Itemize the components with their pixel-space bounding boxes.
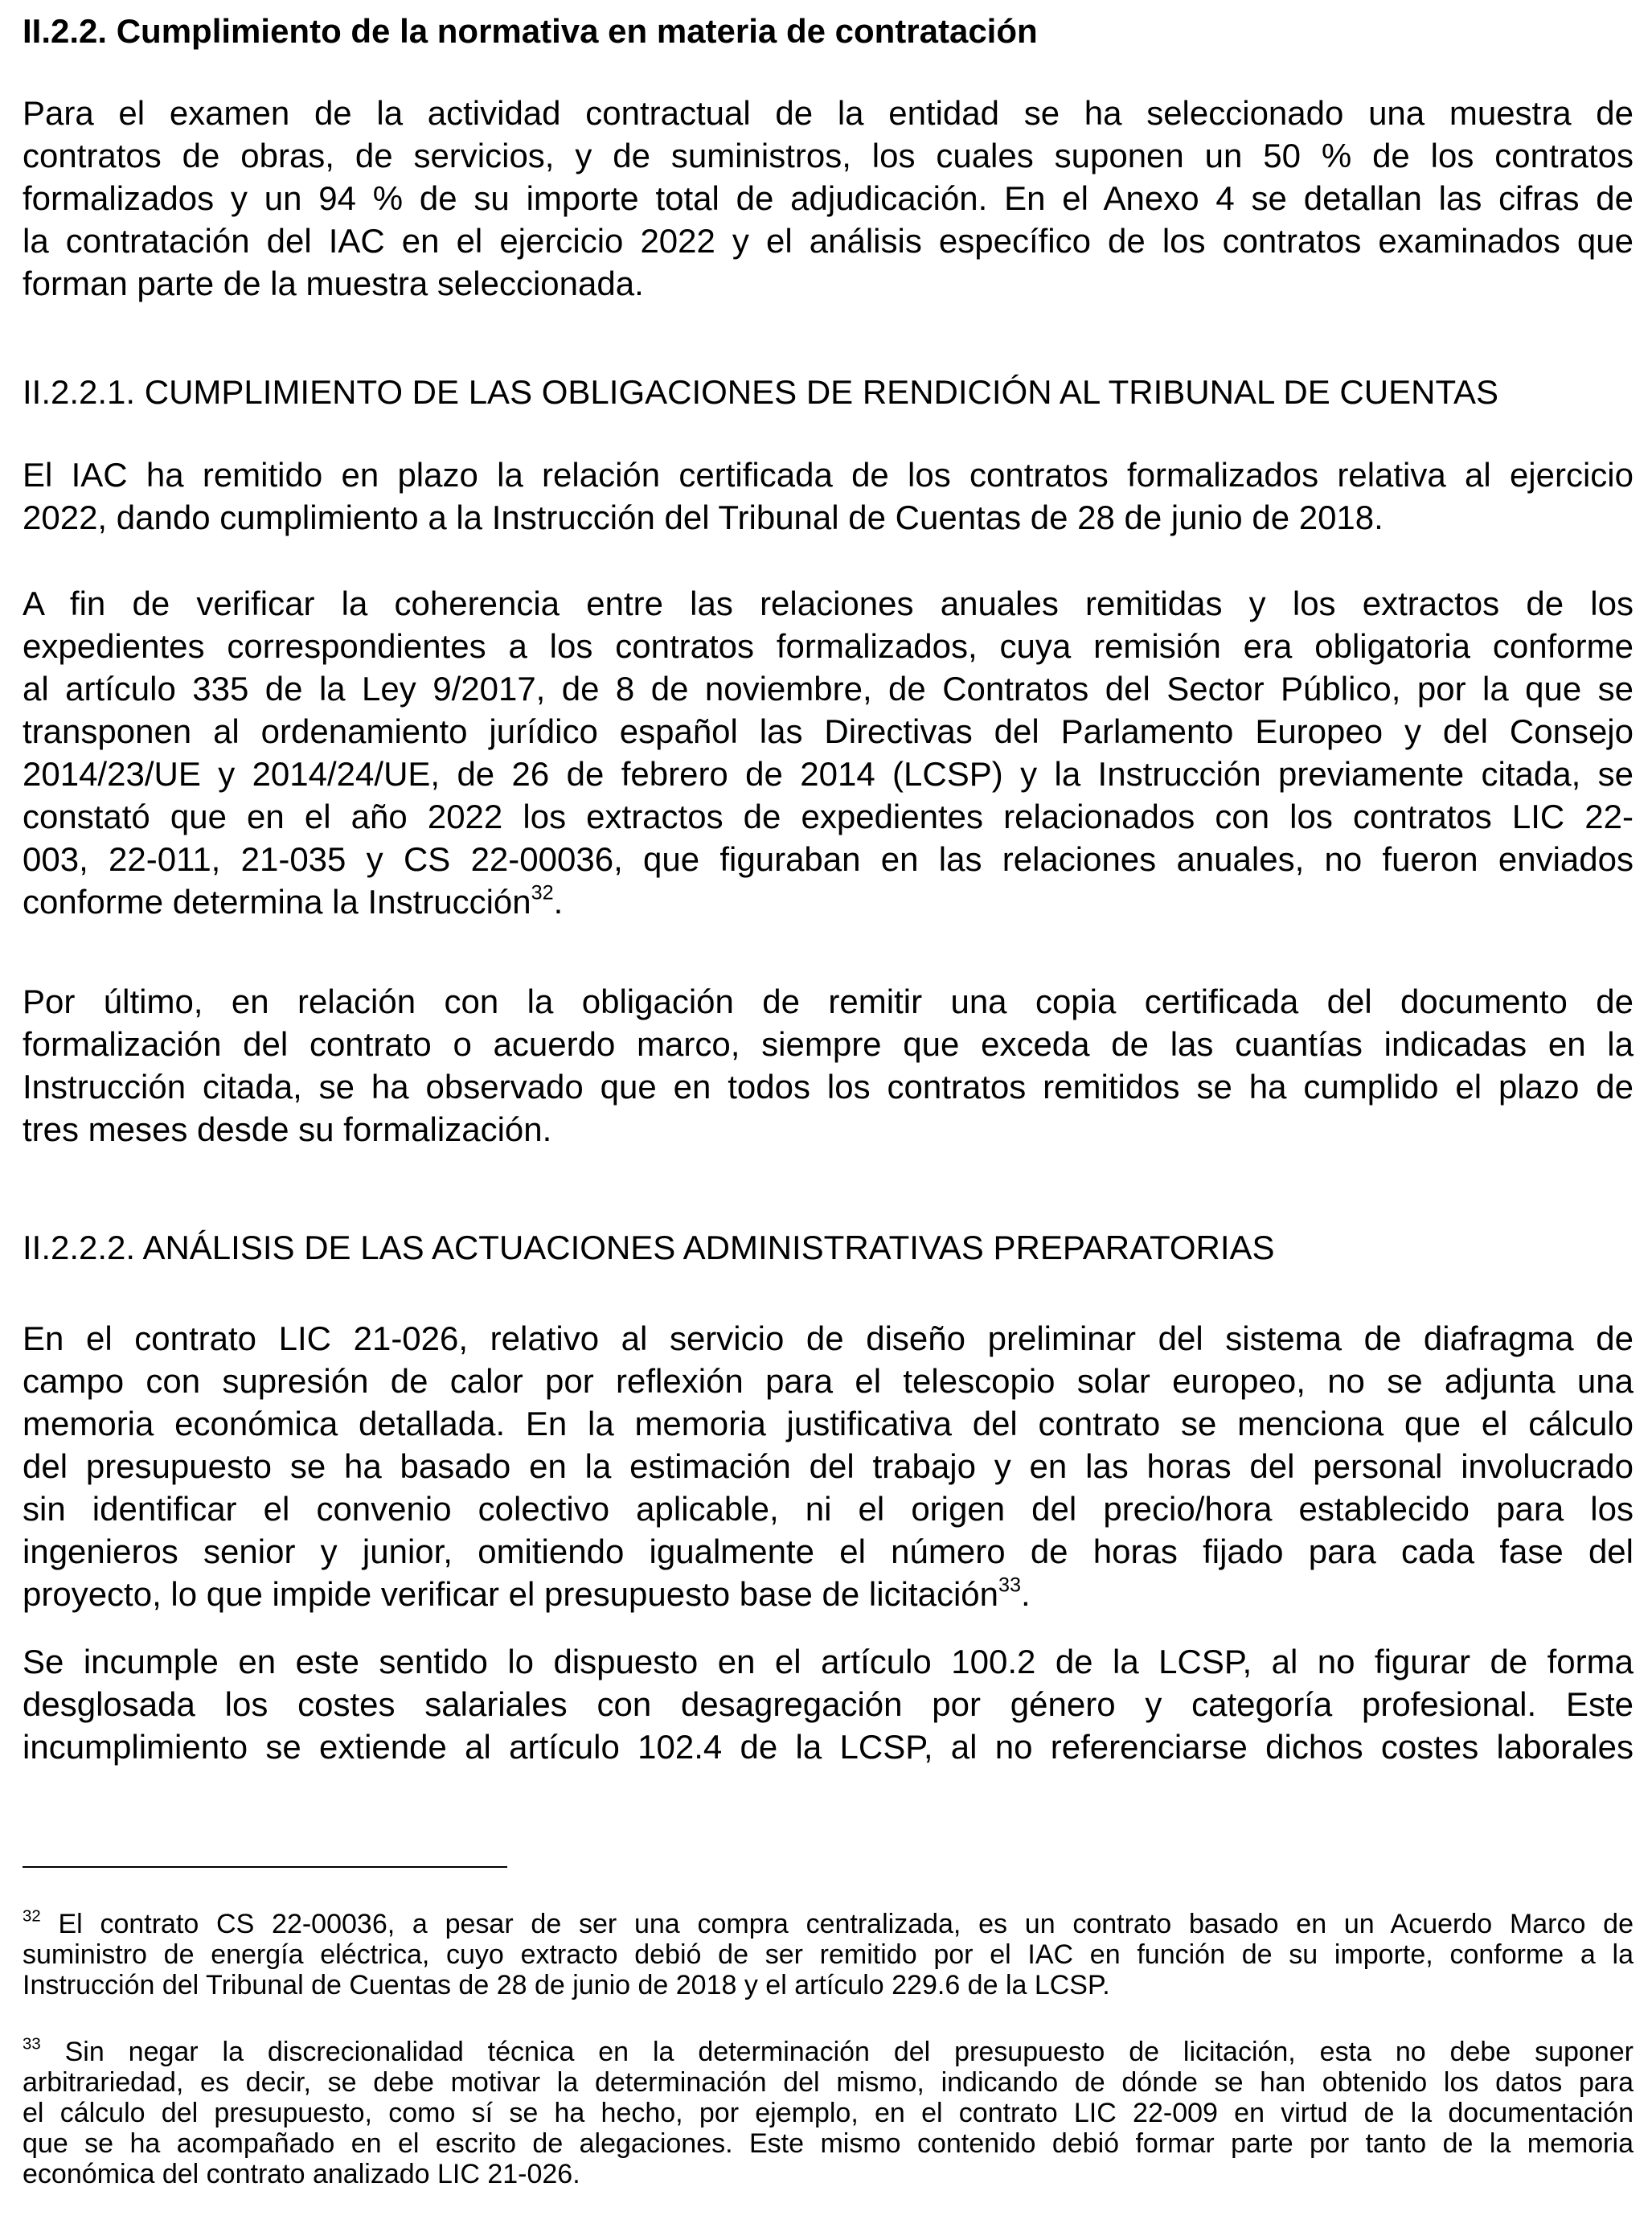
text-line: arbitrariedad, es decir, se debe motivar la determinación del mismo, indicando de dónde se han obtenido los datos para <box>23 2067 1634 2098</box>
text-line: formalización del contrato o acuerdo marco, siempre que exceda de las cuantías indicadas en la <box>23 1025 1634 1063</box>
footnote-number: 32 <box>23 1907 41 1926</box>
text-line: transponen al ordenamiento jurídico español las Directivas del Parlamento Europeo y del Consejo <box>23 712 1634 750</box>
footnote-separator <box>23 1866 507 1868</box>
footnote-ref-33[interactable]: 33 <box>998 1574 1022 1597</box>
text-line: del presupuesto se ha basado en la estimación del trabajo y en las horas del personal involucrado <box>23 1447 1634 1485</box>
text-line: memoria económica detallada. En la memoria justificativa del contrato se menciona que el cálculo <box>23 1405 1634 1442</box>
text-line: Instrucción del Tribunal de Cuentas de 28 de junio de 2018 y el artículo 229.6 de la LCSP. <box>23 1970 1110 2000</box>
footnote-number: 33 <box>23 2035 41 2054</box>
footnote-32 <box>23 1909 1634 2000</box>
text: proyecto, lo que impide verificar el presupuesto base de licitación <box>23 1575 999 1613</box>
text-line <box>23 880 1634 923</box>
text-line: al artículo 335 de la Ley 9/2017, de 8 de noviembre, de Contratos del Sector Público, por la que se <box>23 670 1634 708</box>
text-line: económica del contrato analizado LIC 21-026. <box>23 2159 580 2189</box>
text-line <box>23 2037 1634 2067</box>
text-line: A fin de verificar la coherencia entre las relaciones anuales remitidas y los extractos de los <box>23 585 1634 622</box>
subheading-actuaciones: II.2.2.2. ANÁLISIS DE LAS ACTUACIONES ADMINISTRATIVAS PREPARATORIAS <box>23 1229 1275 1266</box>
text-line: campo con supresión de calor por reflexión para el telescopio solar europeo, no se adjunta una <box>23 1362 1634 1400</box>
text-line: expedientes correspondientes a los contratos formalizados, cuya remisión era obligatoria conforme <box>23 627 1634 665</box>
text-line: incumplimiento se extiende al artículo 102.4 de la LCSP, al no referenciarse dichos costes laborales <box>23 1728 1634 1766</box>
text-line: 003, 22-011, 21-035 y CS 22-00036, que figuraban en las relaciones anuales, no fueron enviados <box>23 840 1634 878</box>
text-line: Por último, en relación con la obligación de remitir una copia certificada del documento de <box>23 983 1634 1020</box>
text-line: que se ha acompañado en el escrito de alegaciones. Este mismo contenido debió formar parte por tanto de la memoria <box>23 2128 1634 2159</box>
text: . <box>553 883 564 921</box>
text: El contrato CS 22-00036, a pesar de ser una compra centralizada, es un contrato basado en un Acuerdo Marco de <box>58 1909 1634 1939</box>
text-line: tres meses desde su formalización. <box>23 1110 552 1148</box>
text-line: 2014/23/UE y 2014/24/UE, de 26 de febrero de 2014 (LCSP) y la Instrucción previamente citada, se <box>23 755 1634 793</box>
text: Sin negar la discrecionalidad técnica en la determinación del presupuesto de licitación, esta no debe suponer <box>64 2037 1634 2067</box>
text-line: formalizados y un 94 % de su importe total de adjudicación. En el Anexo 4 se detallan las cifras de <box>23 179 1634 217</box>
paragraph-incumplimiento <box>23 1640 1634 1768</box>
section-heading: II.2.2. Cumplimiento de la normativa en materia de contratación <box>23 12 1038 50</box>
text-line: Se incumple en este sentido lo dispuesto en el artículo 100.2 de la LCSP, al no figurar de forma <box>23 1643 1634 1680</box>
text-line: el cálculo del presupuesto, como sí se ha hecho, por ejemplo, en el contrato LIC 22-009 en virtud de la documentación <box>23 2098 1634 2128</box>
text-line: En el contrato LIC 21-026, relativo al servicio de diseño preliminar del sistema de diafragma de <box>23 1319 1634 1357</box>
text-line: la contratación del IAC en el ejercicio 2022 y el análisis específico de los contratos examinados que <box>23 222 1634 260</box>
text-line: 2022, dando cumplimiento a la Instrucción del Tribunal de Cuentas de 28 de junio de 2018. <box>23 499 1383 536</box>
text-line: sin identificar el convenio colectivo aplicable, ni el origen del precio/hora establecido para los <box>23 1490 1634 1528</box>
text-line <box>23 1909 1634 1939</box>
paragraph-contrato-lic-21-026 <box>23 1317 1634 1615</box>
text-line: forman parte de la muestra seleccionada. <box>23 265 644 302</box>
text-line: ingenieros senior y junior, omitiendo igualmente el número de horas fijado para cada fase del <box>23 1533 1634 1570</box>
text-line: constató que en el año 2022 los extractos de expedientes relacionados con los contratos LIC 22- <box>23 798 1634 835</box>
paragraph-copia-certificada <box>23 980 1634 1151</box>
text: conforme determina la Instrucción <box>23 883 531 921</box>
paragraph-sample-selection <box>23 92 1634 305</box>
text-line: El IAC ha remitido en plazo la relación certificada de los contratos formalizados relativa al ejercicio <box>23 456 1634 494</box>
paragraph-relacion-certificada <box>23 453 1634 539</box>
text-line <box>23 1573 1634 1615</box>
footnote-33 <box>23 2037 1634 2189</box>
subheading-rendicion: II.2.2.1. CUMPLIMIENTO DE LAS OBLIGACIONES DE RENDICIÓN AL TRIBUNAL DE CUENTAS <box>23 373 1499 411</box>
text: . <box>1021 1575 1031 1613</box>
text-line: Para el examen de la actividad contractual de la entidad se ha seleccionado una muestra de <box>23 94 1634 132</box>
paragraph-coherencia <box>23 582 1634 923</box>
text-line: desglosada los costes salariales con desagregación por género y categoría profesional. Este <box>23 1685 1634 1723</box>
text-line: suministro de energía eléctrica, cuyo extracto debió de ser remitido por el IAC en función de su importe, conforme a la <box>23 1939 1634 1970</box>
text-line: contratos de obras, de servicios, y de suministros, los cuales suponen un 50 % de los contratos <box>23 137 1634 174</box>
text-line: Instrucción citada, se ha observado que en todos los contratos remitidos se ha cumplido el plazo de <box>23 1068 1634 1106</box>
footnote-ref-32[interactable]: 32 <box>531 881 554 905</box>
